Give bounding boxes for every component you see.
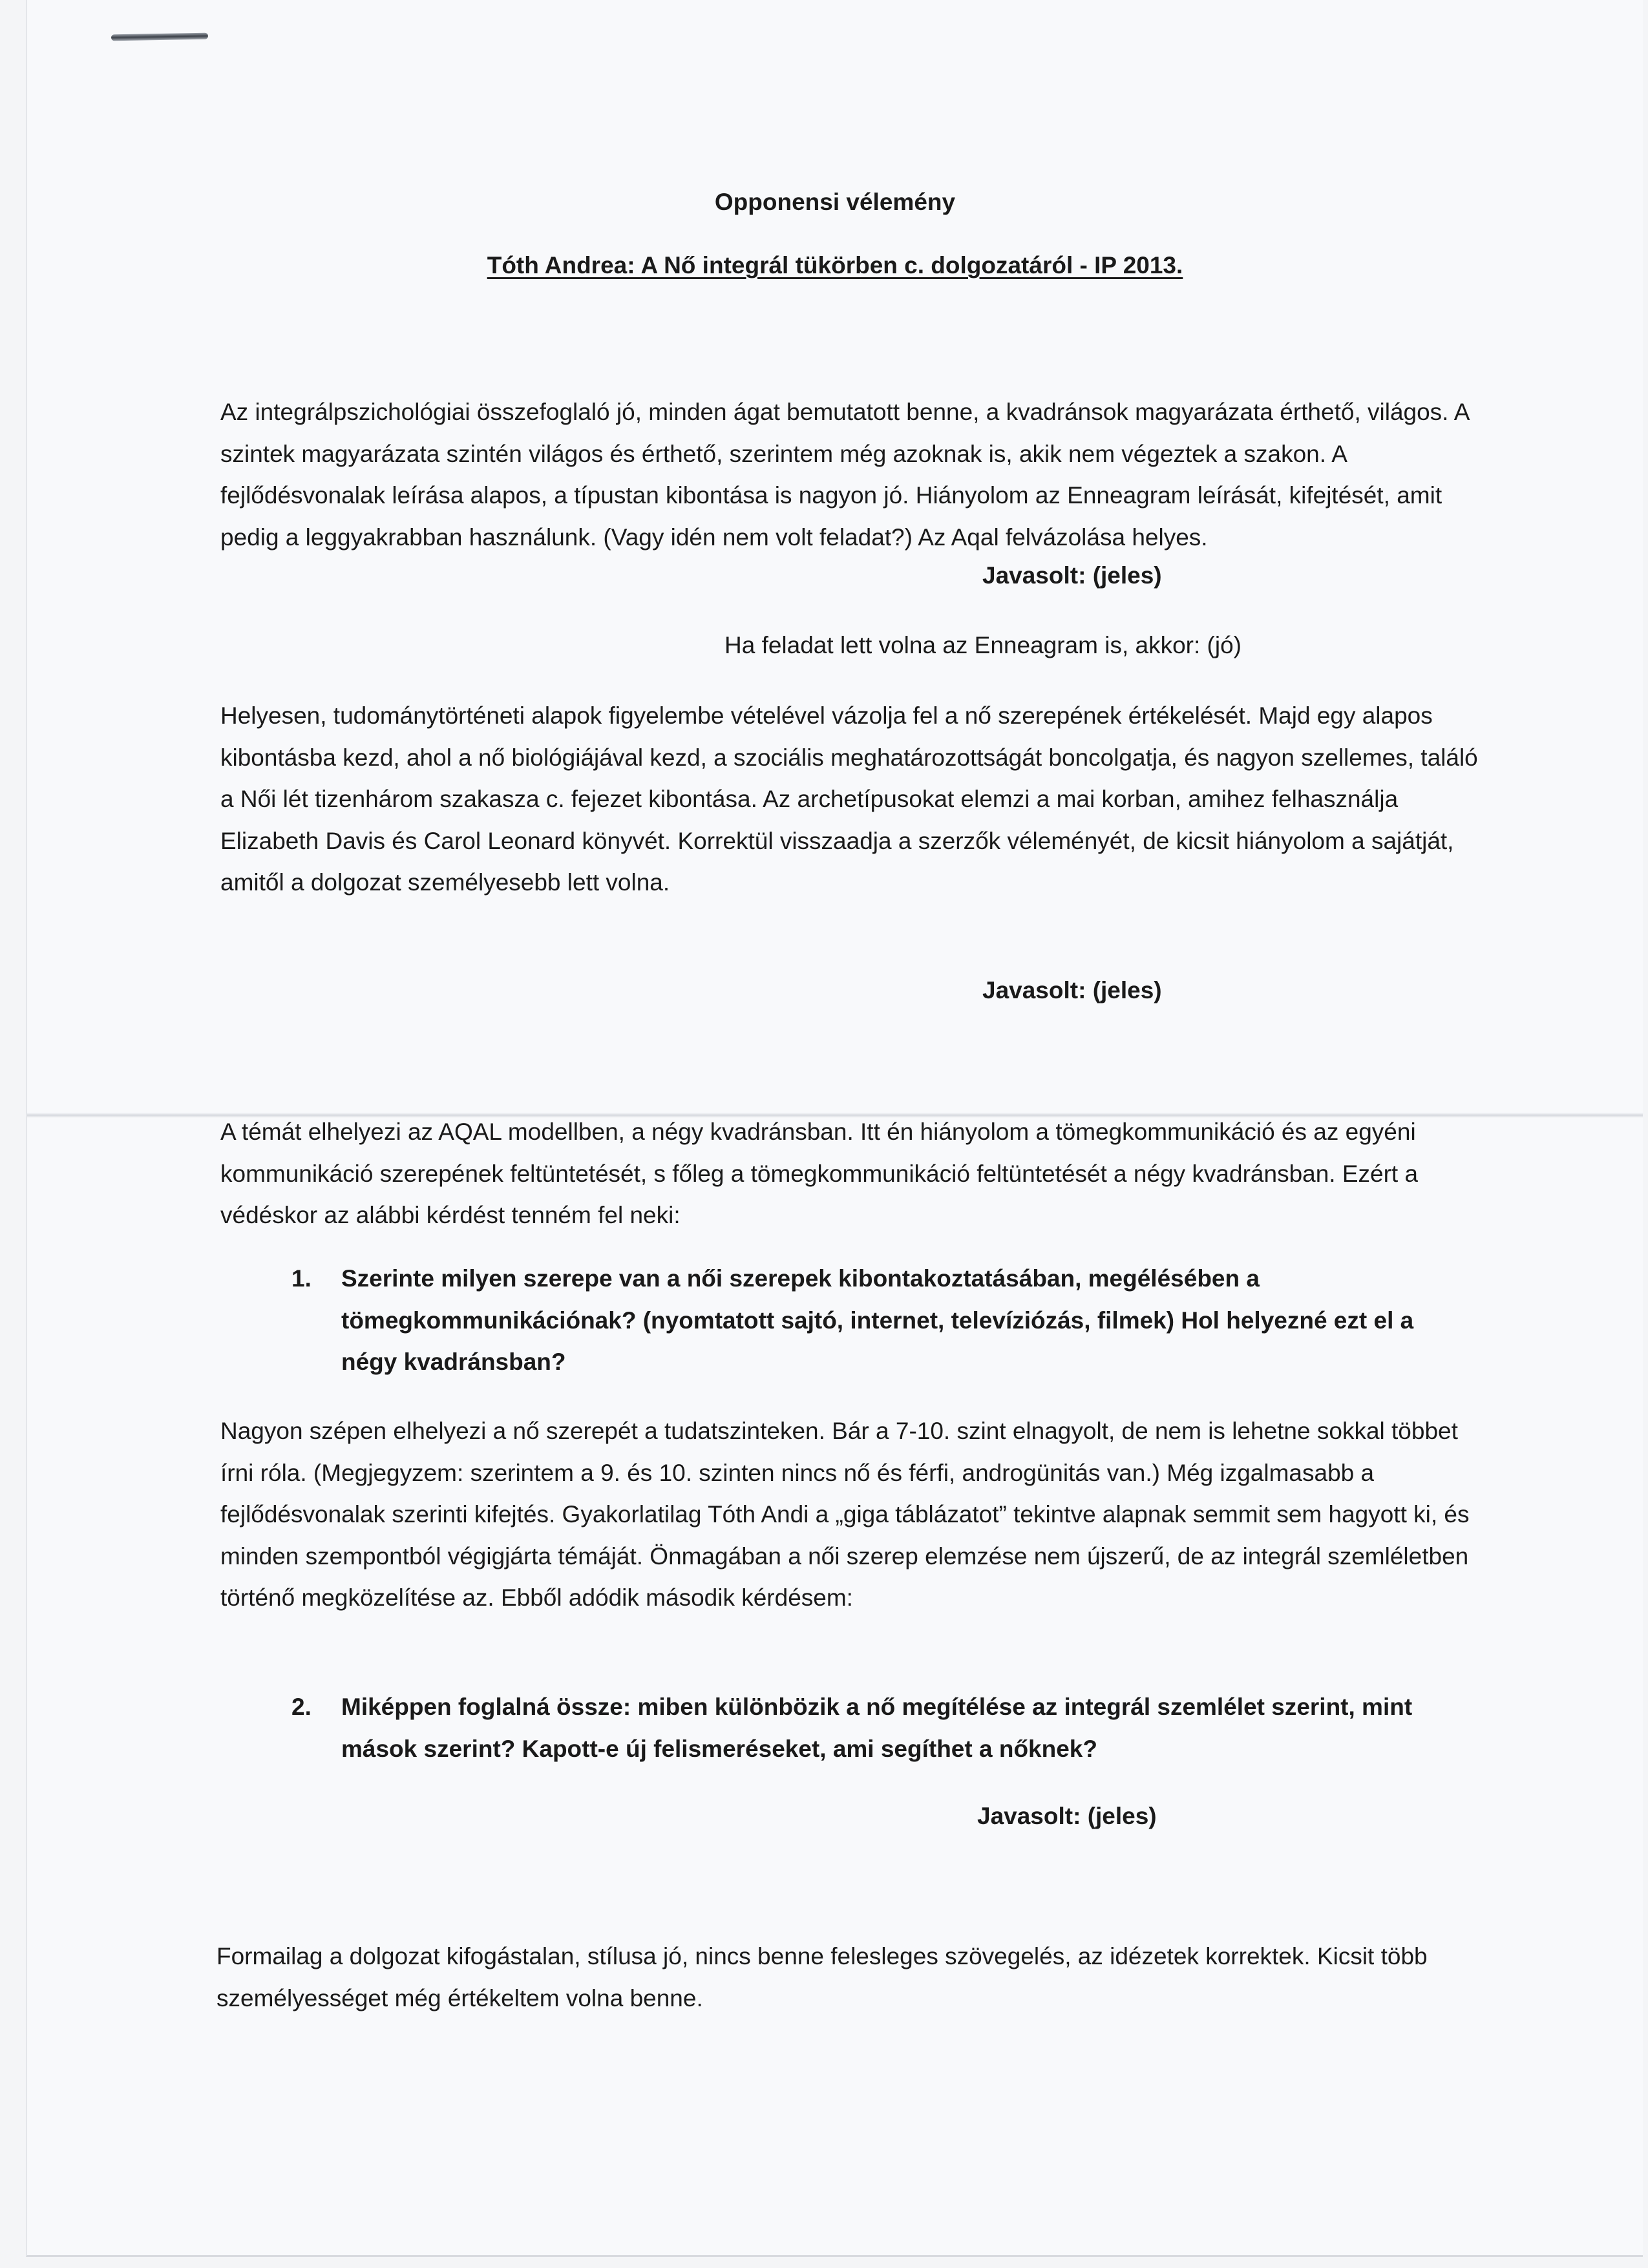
paragraph-formal: Formailag a dolgozat kifogástalan, stílusa jó, nincs benne felesleges szövegelés, az idézetek korrektek. Kicsit több személyességet még értékeltem volna benne. <box>217 1943 1428 2011</box>
document-page <box>26 0 1643 2257</box>
verdict-2: Javasolt: (jeles) <box>982 977 1162 1003</box>
verdict-3: Javasolt: (jeles) <box>977 1803 1157 1829</box>
document-subtitle: Tóth Andrea: A Nő integrál tükörben c. dolgozatáról - IP 2013. <box>487 252 1183 278</box>
document-title: Opponensi vélemény <box>714 189 956 215</box>
question-number: 1. <box>291 1265 312 1292</box>
question-text: Miképpen foglalná össze: miben különbözik a nő megítélése az integrál szemlélet szerint, mint mások szerint? Kapott-e új felismeréseket, ami segíthet a nőknek? <box>341 1694 1413 1762</box>
paragraph-aqal: A témát elhelyezi az AQAL modellben, a négy kvadránsban. Itt én hiányolom a tömegkommunikáció és az egyéni kommunikáció szerepének feltüntetését, s főleg a tömegkommunikáció feltüntetését a négy kvadránsban. Ezért a védéskor az alábbi kérdést tenném fel neki: <box>220 1118 1419 1229</box>
paragraph-history: Helyesen, tudománytörténeti alapok figyelembe vételével vázolja fel a nő szerepének értékelését. Majd egy alapos kibontásba kezd, ahol a nő biológiájával kezd, a szociális meghatározottságát boncolgatja, és nagyon szellemes, találó a Női lét tizenhárom szakasza c. fejezet kibontása. Az archetípusokat elemzi a mai korban, amihez felhasználja Elizabeth Davis és Carol Leonard könyvét. Korrektül visszaadja a szerzők véleményét, de kicsit hiányolom a sajátját, amitől a dolgozat személyesebb lett volna. <box>220 702 1478 896</box>
staple-mark <box>111 33 208 41</box>
question-2 <box>291 1686 1468 1770</box>
question-text: Szerinte milyen szerepe van a női szerepek kibontakoztatásában, megélésében a tömegkommunikációnak? (nyomtatott sajtó, internet, televíziózás, filmek) Hol helyezné ezt el a négy kvadránsban? <box>341 1265 1414 1376</box>
verdict-1: Javasolt: (jeles) <box>982 562 1162 589</box>
question-1 <box>291 1258 1468 1383</box>
paragraph-summary: Az integrálpszichológiai összefoglaló jó, minden ágat bemutatott benne, a kvadránsok magyarázata érthető, világos. A szintek magyarázata szintén világos és érthető, szerintem még azoknak is, akik nem végeztek a szakon. A fejlődésvonalak leírása alapos, a típustan kibontása is nagyon jó. Hiányolom az Enneagram leírását, kifejtését, amit pedig a leggyakrabban használunk. (Vagy idén nem volt feladat?) Az Aqal felvázolása helyes. <box>220 399 1469 551</box>
question-number: 2. <box>291 1694 312 1720</box>
paragraph-levels: Nagyon szépen elhelyezi a nő szerepét a tudatszinteken. Bár a 7-10. szint elnagyolt, de nem is lehetne sokkal többet írni róla. (Megjegyzem: szerintem a 9. és 10. szinten nincs nő és férfi, androgünitás van.) Még izgalmasabb a fejlődésvonalak szerinti kifejtés. Gyakorlatilag Tóth Andi a „giga táblázatot” tekintve alapnak semmit sem hagyott ki, és minden szempontból végigjárta témáját. Önmagában a női szerep elemzése nem újszerű, de az integrál szemléletben történő megközelítése az. Ebből adódik második kérdésem: <box>220 1418 1470 1612</box>
conditional-note: Ha feladat lett volna az Enneagram is, akkor: (jó) <box>724 632 1241 658</box>
